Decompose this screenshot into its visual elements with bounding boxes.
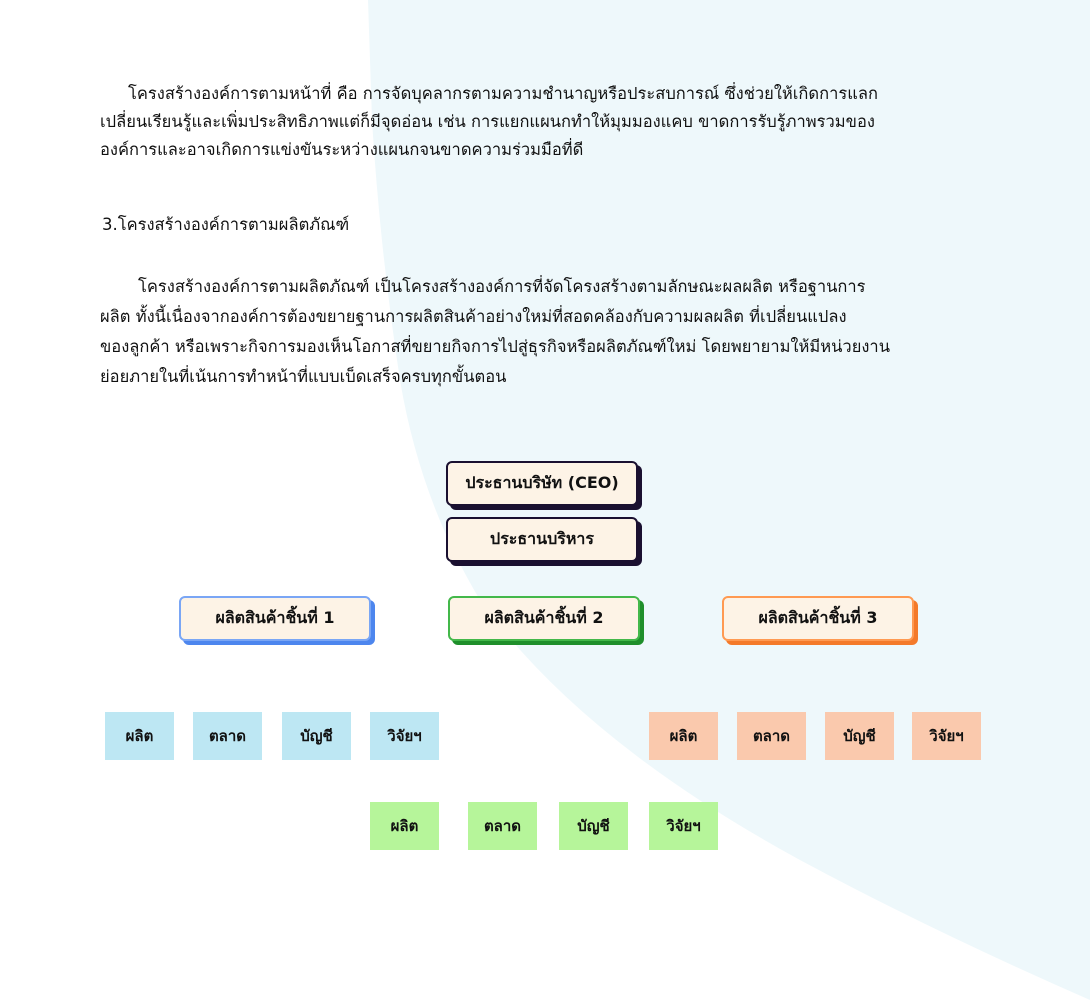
product-3-node: ผลิตสินค้าชิ้นที่ 3 <box>722 596 914 641</box>
ceo-node: ประธานบริษัท (CEO) <box>446 461 638 506</box>
dept-marketing-p1: ตลาด <box>193 712 262 760</box>
section-heading: 3.โครงสร้างองค์การตามผลิตภัณฑ์ <box>102 215 350 234</box>
dept-research-p2: วิจัยฯ <box>649 802 718 850</box>
body-line-3: ของลูกค้า หรือเพราะกิจการมองเห็นโอกาสที่ขยายกิจการไปสู่ธุรกิจหรือผลิตภัณฑ์ใหม่ โดยพยายามให้มีหน่วยงาน <box>100 337 890 356</box>
dept-marketing-p2: ตลาด <box>468 802 537 850</box>
dept-production-p2: ผลิต <box>370 802 439 850</box>
product-1-node: ผลิตสินค้าชิ้นที่ 1 <box>179 596 371 641</box>
intro-line-2: เปลี่ยนเรียนรู้และเพิ่มประสิทธิภาพแต่ก็มีจุดอ่อน เช่น การแยกแผนกทำให้มุมมองแคบ ขาดการรับรู้ภาพรวมของ <box>100 112 875 131</box>
intro-line-3: องค์การและอาจเกิดการแข่งขันระหว่างแผนกจนขาดความร่วมมือที่ดี <box>100 140 584 159</box>
executive-node: ประธานบริหาร <box>446 517 638 562</box>
dept-accounting-p1: บัญชี <box>282 712 351 760</box>
dept-research-p3: วิจัยฯ <box>912 712 981 760</box>
intro-paragraph <box>100 80 1000 164</box>
product-2-node: ผลิตสินค้าชิ้นที่ 2 <box>448 596 640 641</box>
body-line-2: ผลิต ทั้งนี้เนื่องจากองค์การต้องขยายฐานการผลิตสินค้าอย่างใหม่ที่สอดคล้องกับความผลผลิต ที่เปลี่ยนแปลง <box>100 307 847 326</box>
dept-accounting-p3: บัญชี <box>825 712 894 760</box>
body-paragraph <box>100 272 1000 392</box>
intro-line-1: โครงสร้างองค์การตามหน้าที่ คือ การจัดบุคลากรตามความชำนาญหรือประสบการณ์ ซึ่งช่วยให้เกิดการแลก <box>128 84 878 103</box>
body-line-4: ย่อยภายในที่เน้นการทำหน้าที่แบบเบ็ดเสร็จครบทุกขั้นตอน <box>100 367 507 386</box>
dept-production-p1: ผลิต <box>105 712 174 760</box>
dept-accounting-p2: บัญชี <box>559 802 628 850</box>
dept-marketing-p3: ตลาด <box>737 712 806 760</box>
dept-research-p1: วิจัยฯ <box>370 712 439 760</box>
body-line-1: โครงสร้างองค์การตามผลิตภัณฑ์ เป็นโครงสร้างองค์การที่จัดโครงสร้างตามลักษณะผลผลิต หรือฐานการ <box>138 277 866 296</box>
dept-production-p3: ผลิต <box>649 712 718 760</box>
